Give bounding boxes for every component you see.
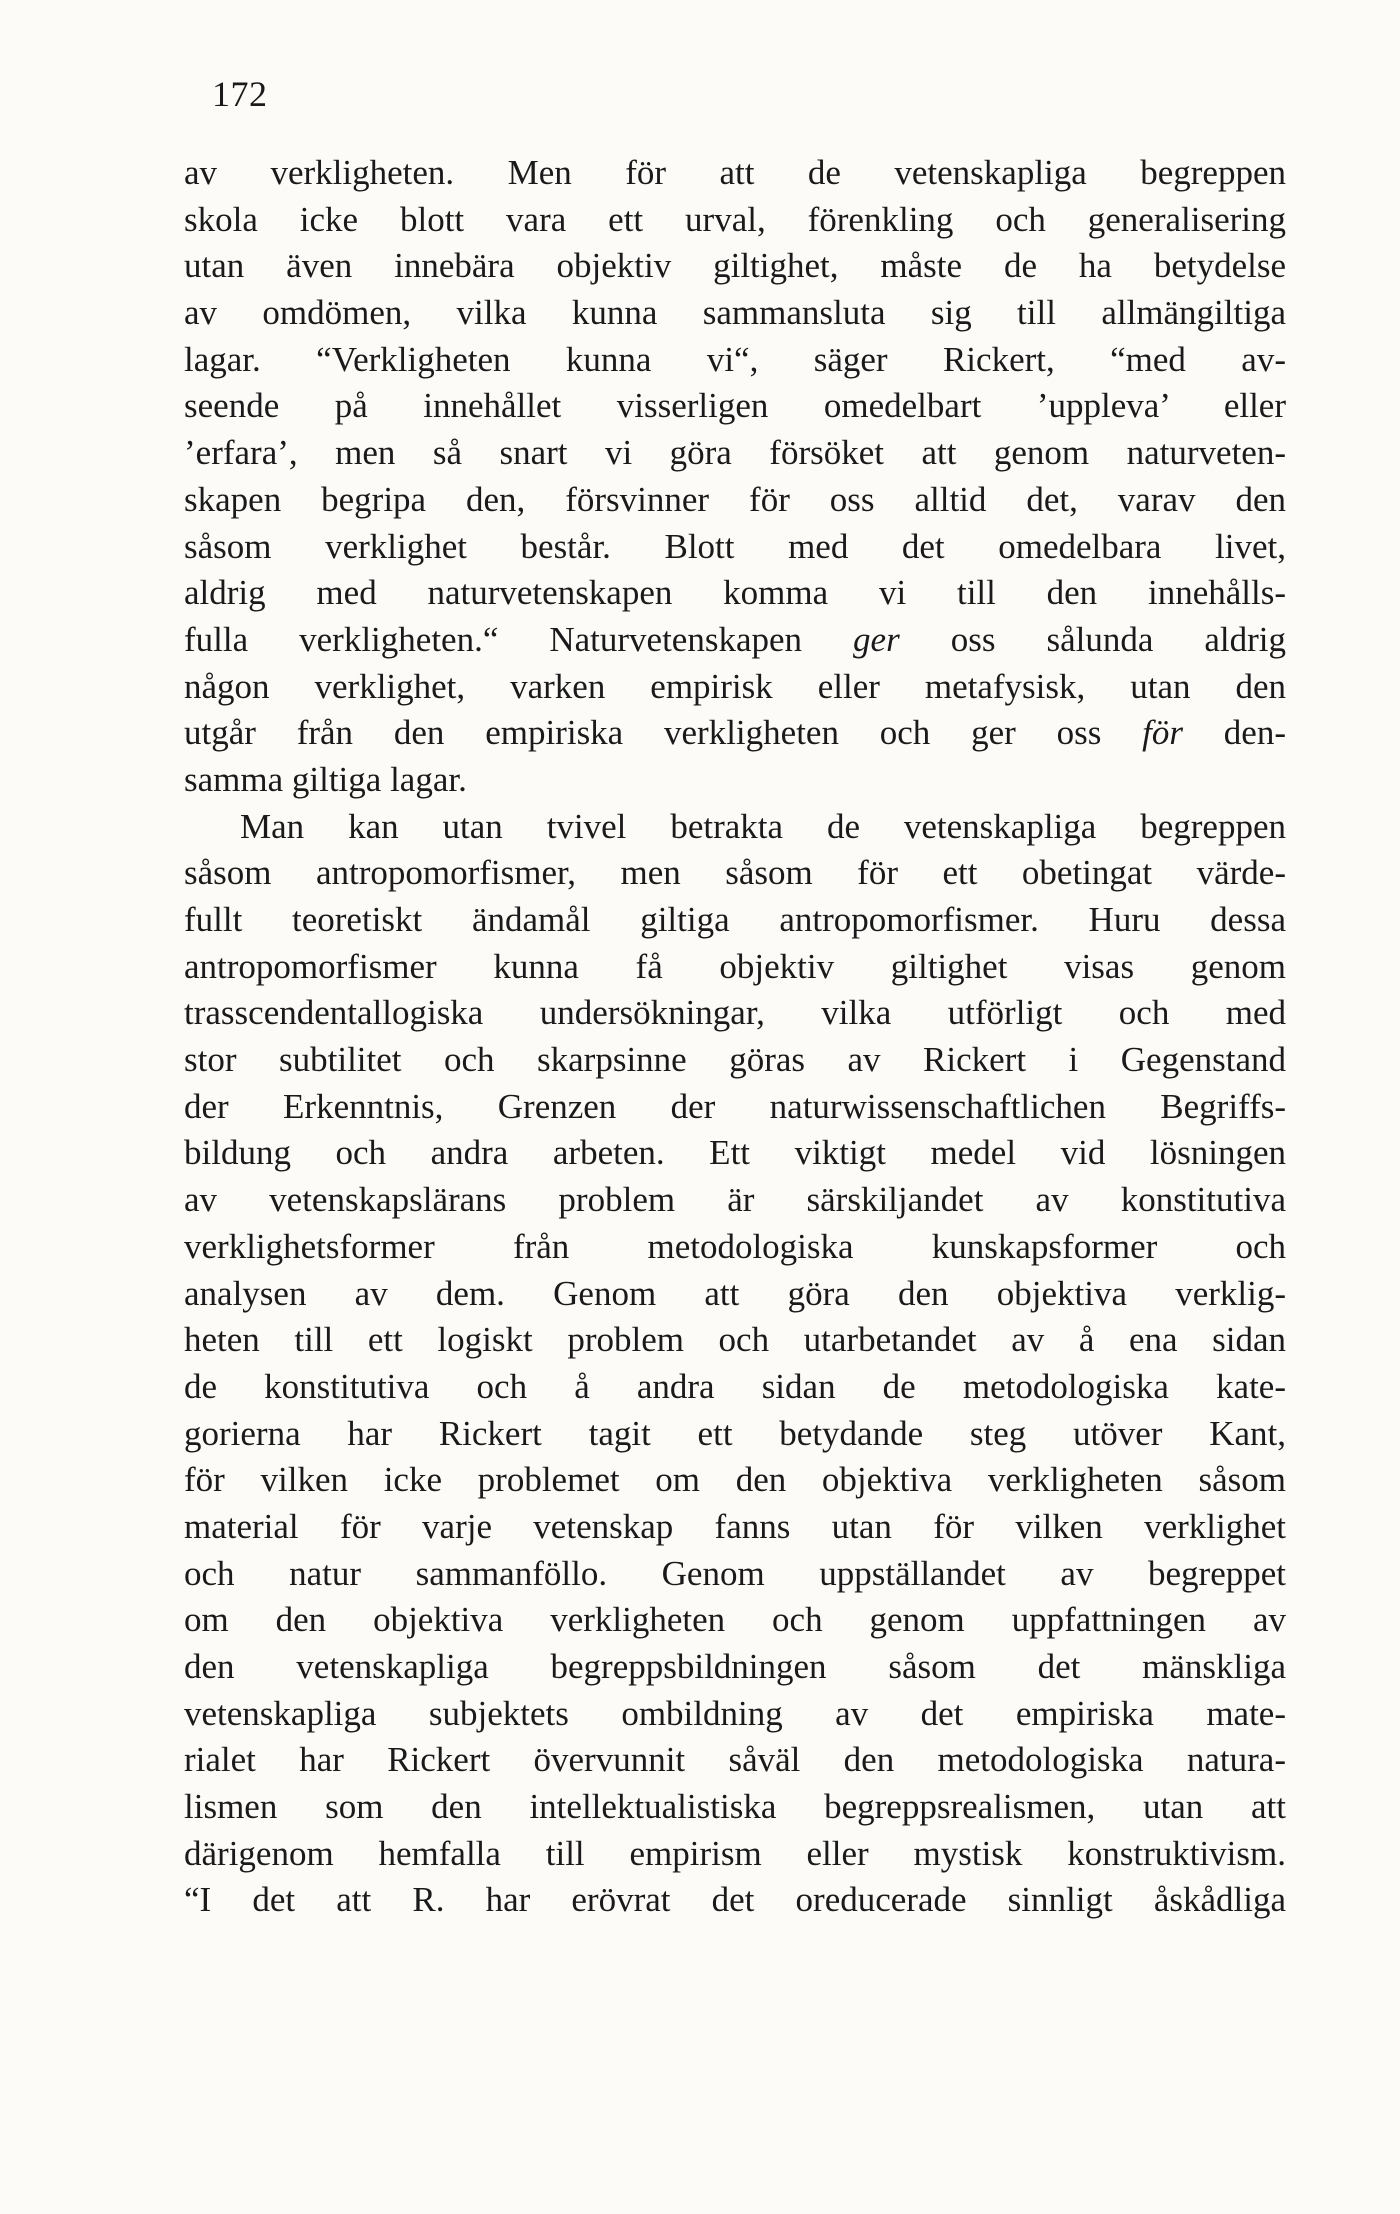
text-line: material för varje vetenskap fanns utan för vilken verklighet bbox=[184, 1506, 1286, 1546]
text-line: de konstitutiva och å andra sidan de metodologiska kate- bbox=[184, 1366, 1286, 1406]
text-line: av omdömen, vilka kunna sammansluta sig till allmängiltiga bbox=[184, 293, 1286, 333]
text-line: och natur sammanföllo. Genom uppställandet av begreppet bbox=[184, 1553, 1286, 1593]
text-line: trasscendentallogiska undersökningar, vilka utförligt och med bbox=[184, 993, 1286, 1033]
text-line: gorierna har Rickert tagit ett betydande steg utöver Kant, bbox=[184, 1413, 1286, 1453]
text-line: fullt teoretiskt ändamål giltiga antropomorfismer. Huru dessa bbox=[184, 900, 1286, 939]
text-line: av verkligheten. Men för att de vetenskapliga begreppen bbox=[184, 153, 1286, 192]
text-line: der Erkenntnis, Grenzen der naturwissenschaftlichen Begriffs- bbox=[184, 1086, 1286, 1126]
text-line: “I det att R. har erövrat det oreducerade sinnligt åskådliga bbox=[184, 1880, 1286, 1920]
text-line: heten till ett logiskt problem och utarbetandet av å ena sidan bbox=[184, 1320, 1286, 1360]
text-line: lismen som den intellektualistiska begreppsrealismen, utan att bbox=[184, 1787, 1286, 1827]
emphasized-word: ger bbox=[802, 619, 951, 659]
body-text bbox=[184, 150, 1286, 1924]
text-line: vetenskapliga subjektets ombildning av det empiriska mate- bbox=[184, 1693, 1286, 1733]
text-line: antropomorfismer kunna få objektiv giltighet visas genom bbox=[184, 946, 1286, 986]
page-number: 172 bbox=[212, 74, 268, 114]
text-line: ’erfara’, men så snart vi göra försöket att genom naturveten- bbox=[184, 433, 1286, 473]
text-line: om den objektiva verkligheten och genom uppfattningen av bbox=[184, 1600, 1286, 1640]
text-line: utan även innebära objektiv giltighet, måste de ha betydelse bbox=[184, 246, 1286, 286]
text-line: därigenom hemfalla till empirism eller mystisk konstruktivism. bbox=[184, 1833, 1286, 1873]
text-line: skola icke blott vara ett urval, förenkling och generalisering bbox=[184, 199, 1286, 239]
text-line: någon verklighet, varken empirisk eller metafysisk, utan den bbox=[184, 666, 1286, 706]
text-line: bildung och andra arbeten. Ett viktigt medel vid lösningen bbox=[184, 1133, 1286, 1173]
text-line: av vetenskapslärans problem är särskiljandet av konstitutiva bbox=[184, 1180, 1286, 1220]
text-line: såsom antropomorfismer, men såsom för ett obetingat värde- bbox=[184, 853, 1286, 893]
emphasized-word: för bbox=[1101, 713, 1224, 753]
text-line: utgår från den empiriska verkligheten och ger oss för den- bbox=[184, 713, 1286, 753]
text-line: aldrig med naturvetenskapen komma vi till den innehålls- bbox=[184, 573, 1286, 613]
text-line: såsom verklighet består. Blott med det omedelbara livet, bbox=[184, 526, 1286, 566]
text-line: seende på innehållet visserligen omedelbart ’uppleva’ eller bbox=[184, 386, 1286, 426]
text-line: för vilken icke problemet om den objektiva verkligheten såsom bbox=[184, 1460, 1286, 1500]
text-line: verklighetsformer från metodologiska kunskapsformer och bbox=[184, 1226, 1286, 1266]
text-line: fulla verkligheten.“ Naturvetenskapen ger oss sålunda aldrig bbox=[184, 619, 1286, 659]
text-line: analysen av dem. Genom att göra den objektiva verklig- bbox=[184, 1273, 1286, 1313]
text-line: Man kan utan tvivel betrakta de vetenskapliga begreppen bbox=[240, 806, 1286, 846]
text-line: rialet har Rickert övervunnit såväl den metodologiska natura- bbox=[184, 1740, 1286, 1780]
text-line: den vetenskapliga begreppsbildningen såsom det mänskliga bbox=[184, 1647, 1286, 1686]
text-line: samma giltiga lagar. bbox=[184, 759, 467, 799]
text-line: stor subtilitet och skarpsinne göras av Rickert i Gegenstand bbox=[184, 1040, 1286, 1080]
text-line: lagar. “Verkligheten kunna vi“, säger Rickert, “med av- bbox=[184, 339, 1286, 379]
text-line: skapen begripa den, försvinner för oss alltid det, varav den bbox=[184, 479, 1286, 519]
